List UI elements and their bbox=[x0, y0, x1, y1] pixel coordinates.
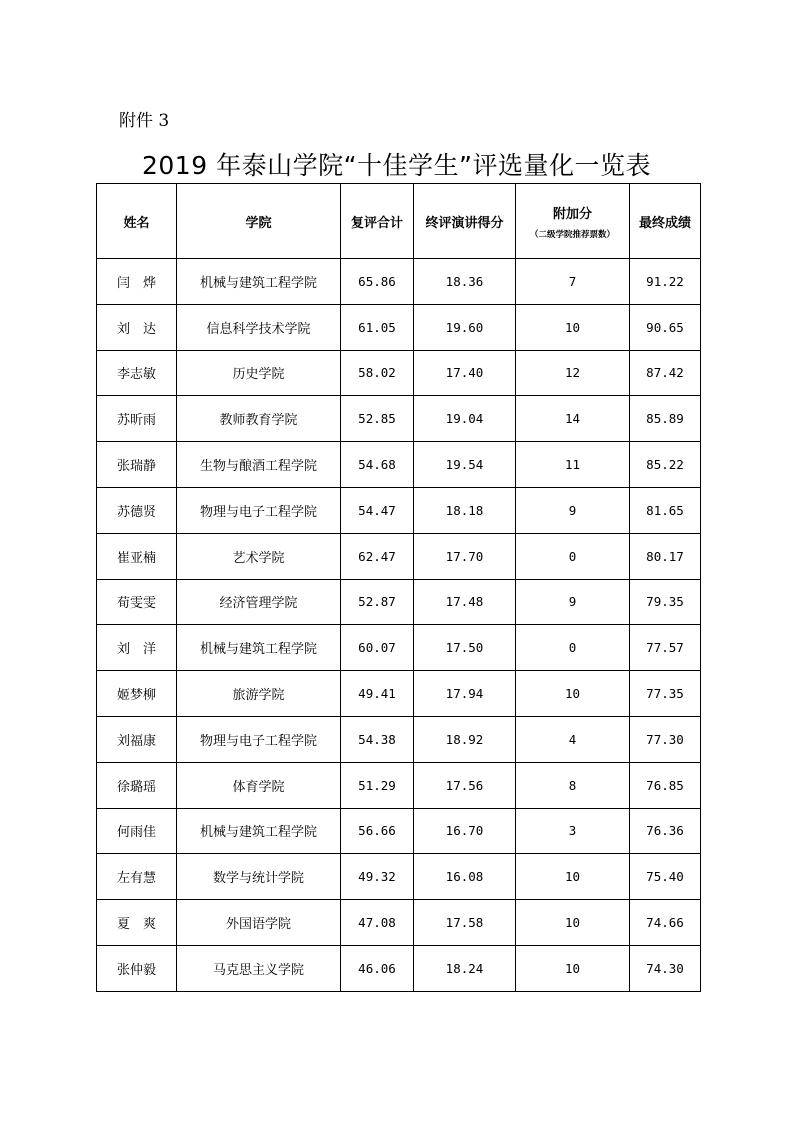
cell-speech-score: 16.08 bbox=[414, 854, 516, 900]
cell-final-score: 90.65 bbox=[630, 304, 701, 350]
column-header-review-total: 复评合计 bbox=[341, 184, 414, 259]
cell-college: 马克思主义学院 bbox=[177, 945, 341, 991]
cell-final-score: 75.40 bbox=[630, 854, 701, 900]
document-title: 2019 年泰山学院“十佳学生”评选量化一览表 bbox=[142, 151, 651, 180]
column-header-bonus bbox=[516, 184, 630, 259]
cell-bonus: 12 bbox=[516, 350, 630, 396]
cell-review-total: 51.29 bbox=[341, 762, 414, 808]
cell-college: 经济管理学院 bbox=[177, 579, 341, 625]
header-row bbox=[97, 184, 701, 259]
cell-speech-score: 17.58 bbox=[414, 900, 516, 946]
cell-speech-score: 17.40 bbox=[414, 350, 516, 396]
cell-name: 夏 爽 bbox=[97, 900, 177, 946]
cell-review-total: 61.05 bbox=[341, 304, 414, 350]
cell-college: 机械与建筑工程学院 bbox=[177, 625, 341, 671]
cell-speech-score: 17.50 bbox=[414, 625, 516, 671]
cell-final-score: 81.65 bbox=[630, 487, 701, 533]
cell-name: 徐璐瑶 bbox=[97, 762, 177, 808]
cell-name: 刘福康 bbox=[97, 716, 177, 762]
cell-review-total: 46.06 bbox=[341, 945, 414, 991]
cell-review-total: 49.32 bbox=[341, 854, 414, 900]
table-row bbox=[97, 533, 701, 579]
column-header-college: 学院 bbox=[177, 184, 341, 259]
cell-review-total: 58.02 bbox=[341, 350, 414, 396]
cell-final-score: 76.85 bbox=[630, 762, 701, 808]
cell-college: 外国语学院 bbox=[177, 900, 341, 946]
bonus-header-label: 附加分 bbox=[552, 206, 592, 222]
cell-speech-score: 19.04 bbox=[414, 396, 516, 442]
table-row bbox=[97, 945, 701, 991]
cell-name: 苏德贤 bbox=[97, 487, 177, 533]
cell-review-total: 52.87 bbox=[341, 579, 414, 625]
table-header bbox=[97, 184, 701, 259]
cell-college: 信息科学技术学院 bbox=[177, 304, 341, 350]
cell-name: 左有慧 bbox=[97, 854, 177, 900]
cell-speech-score: 18.36 bbox=[414, 259, 516, 305]
table-row bbox=[97, 900, 701, 946]
column-header-speech-score: 终评演讲得分 bbox=[414, 184, 516, 259]
cell-speech-score: 19.60 bbox=[414, 304, 516, 350]
cell-bonus: 14 bbox=[516, 396, 630, 442]
table-row bbox=[97, 671, 701, 717]
cell-review-total: 54.47 bbox=[341, 487, 414, 533]
cell-review-total: 52.85 bbox=[341, 396, 414, 442]
table-row bbox=[97, 625, 701, 671]
table-body bbox=[97, 259, 701, 992]
cell-college: 历史学院 bbox=[177, 350, 341, 396]
cell-name: 苏昕雨 bbox=[97, 396, 177, 442]
table-row bbox=[97, 762, 701, 808]
cell-name: 刘 洋 bbox=[97, 625, 177, 671]
cell-bonus: 8 bbox=[516, 762, 630, 808]
cell-college: 数学与统计学院 bbox=[177, 854, 341, 900]
cell-review-total: 54.68 bbox=[341, 442, 414, 488]
table-row bbox=[97, 259, 701, 305]
cell-name: 闫 烨 bbox=[97, 259, 177, 305]
cell-speech-score: 17.94 bbox=[414, 671, 516, 717]
attachment-label: 附件 3 bbox=[119, 111, 170, 131]
cell-bonus: 11 bbox=[516, 442, 630, 488]
cell-bonus: 3 bbox=[516, 808, 630, 854]
cell-name: 何雨佳 bbox=[97, 808, 177, 854]
cell-bonus: 10 bbox=[516, 854, 630, 900]
cell-final-score: 76.36 bbox=[630, 808, 701, 854]
cell-college: 体育学院 bbox=[177, 762, 341, 808]
cell-name: 张仲毅 bbox=[97, 945, 177, 991]
cell-final-score: 74.66 bbox=[630, 900, 701, 946]
cell-review-total: 54.38 bbox=[341, 716, 414, 762]
table-row bbox=[97, 487, 701, 533]
cell-review-total: 62.47 bbox=[341, 533, 414, 579]
ranking-table bbox=[96, 183, 701, 992]
cell-bonus: 0 bbox=[516, 625, 630, 671]
table-row bbox=[97, 579, 701, 625]
cell-final-score: 77.35 bbox=[630, 671, 701, 717]
cell-final-score: 87.42 bbox=[630, 350, 701, 396]
cell-name: 张瑞静 bbox=[97, 442, 177, 488]
cell-review-total: 65.86 bbox=[341, 259, 414, 305]
cell-name: 刘 达 bbox=[97, 304, 177, 350]
table-row bbox=[97, 396, 701, 442]
cell-final-score: 91.22 bbox=[630, 259, 701, 305]
cell-college: 生物与酿酒工程学院 bbox=[177, 442, 341, 488]
table-row bbox=[97, 716, 701, 762]
cell-final-score: 85.89 bbox=[630, 396, 701, 442]
cell-speech-score: 18.18 bbox=[414, 487, 516, 533]
cell-speech-score: 17.48 bbox=[414, 579, 516, 625]
table-row bbox=[97, 350, 701, 396]
table-row bbox=[97, 808, 701, 854]
cell-review-total: 49.41 bbox=[341, 671, 414, 717]
cell-final-score: 80.17 bbox=[630, 533, 701, 579]
cell-review-total: 60.07 bbox=[341, 625, 414, 671]
cell-bonus: 10 bbox=[516, 900, 630, 946]
cell-speech-score: 17.56 bbox=[414, 762, 516, 808]
cell-name: 崔亚楠 bbox=[97, 533, 177, 579]
cell-college: 物理与电子工程学院 bbox=[177, 716, 341, 762]
cell-final-score: 74.30 bbox=[630, 945, 701, 991]
cell-final-score: 77.57 bbox=[630, 625, 701, 671]
cell-bonus: 9 bbox=[516, 579, 630, 625]
cell-final-score: 85.22 bbox=[630, 442, 701, 488]
cell-review-total: 56.66 bbox=[341, 808, 414, 854]
cell-college: 机械与建筑工程学院 bbox=[177, 259, 341, 305]
cell-bonus: 10 bbox=[516, 304, 630, 350]
table-row bbox=[97, 304, 701, 350]
cell-bonus: 10 bbox=[516, 671, 630, 717]
cell-college: 物理与电子工程学院 bbox=[177, 487, 341, 533]
cell-college: 艺术学院 bbox=[177, 533, 341, 579]
cell-college: 机械与建筑工程学院 bbox=[177, 808, 341, 854]
bonus-header-note: （二级学院推荐票数） bbox=[529, 229, 615, 240]
cell-speech-score: 18.92 bbox=[414, 716, 516, 762]
cell-final-score: 77.30 bbox=[630, 716, 701, 762]
column-header-name: 姓名 bbox=[97, 184, 177, 259]
cell-bonus: 0 bbox=[516, 533, 630, 579]
table-row bbox=[97, 442, 701, 488]
cell-bonus: 7 bbox=[516, 259, 630, 305]
table-row bbox=[97, 854, 701, 900]
cell-bonus: 4 bbox=[516, 716, 630, 762]
cell-speech-score: 19.54 bbox=[414, 442, 516, 488]
cell-name: 荀雯雯 bbox=[97, 579, 177, 625]
cell-name: 姬梦柳 bbox=[97, 671, 177, 717]
column-header-final-score: 最终成绩 bbox=[630, 184, 701, 259]
cell-review-total: 47.08 bbox=[341, 900, 414, 946]
cell-speech-score: 18.24 bbox=[414, 945, 516, 991]
cell-final-score: 79.35 bbox=[630, 579, 701, 625]
cell-college: 旅游学院 bbox=[177, 671, 341, 717]
cell-speech-score: 16.70 bbox=[414, 808, 516, 854]
cell-bonus: 10 bbox=[516, 945, 630, 991]
cell-name: 李志敏 bbox=[97, 350, 177, 396]
cell-speech-score: 17.70 bbox=[414, 533, 516, 579]
cell-bonus: 9 bbox=[516, 487, 630, 533]
cell-college: 教师教育学院 bbox=[177, 396, 341, 442]
